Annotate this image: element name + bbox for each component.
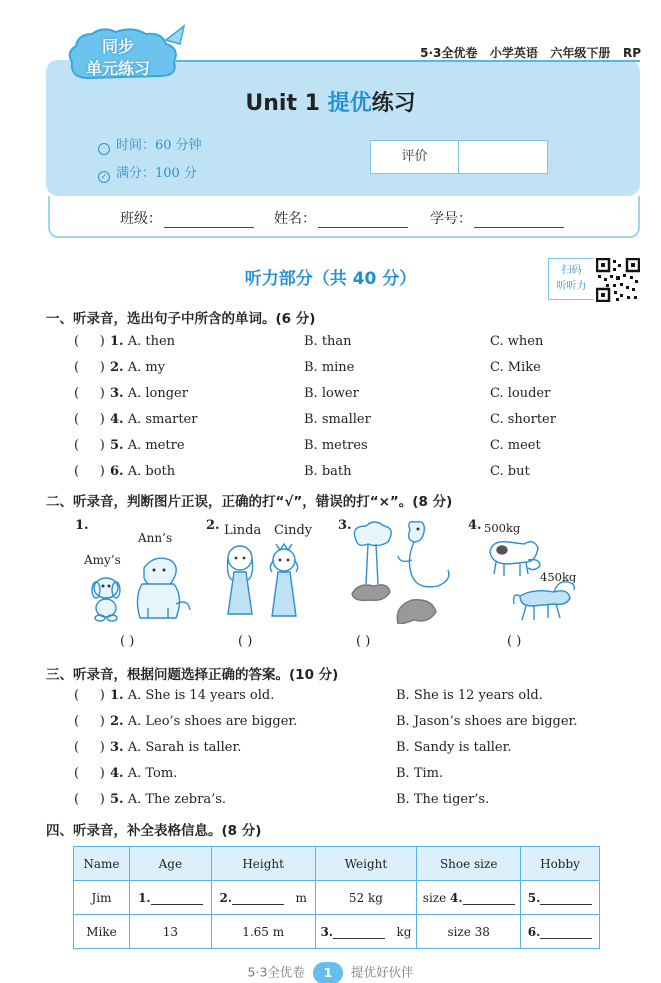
blank-number: 1.	[138, 890, 151, 905]
option-b-cell[interactable]	[396, 714, 577, 729]
title-prefix: Unit 1	[245, 91, 328, 116]
question-row-1	[110, 688, 274, 703]
question-row-5	[110, 792, 226, 807]
question-number: 1.	[110, 688, 124, 703]
option-a: A. my	[127, 360, 166, 375]
question-row-1	[110, 334, 175, 349]
option-b: B. than	[304, 334, 352, 349]
option-a: A. then	[127, 334, 176, 349]
cell-shoe: size 38	[417, 915, 521, 949]
question-number: 2.	[110, 360, 124, 375]
option-a: A. smarter	[127, 412, 198, 427]
question-number: 5.	[110, 438, 124, 453]
answer-paren[interactable]: ( )	[74, 360, 105, 375]
answer-paren[interactable]: ( )	[74, 792, 105, 807]
col-weight: Weight	[315, 847, 417, 881]
question-row-5	[110, 438, 185, 453]
col-name: Name	[74, 847, 130, 881]
answer-line[interactable]	[333, 927, 385, 939]
cell-height-blank[interactable]	[211, 881, 315, 915]
option-a: A. Sarah is taller.	[127, 740, 242, 755]
col-shoe-size: Shoe size	[417, 847, 521, 881]
option-b-cell[interactable]	[304, 412, 371, 427]
name-label: 姓名：	[274, 211, 316, 227]
qr-code-icon[interactable]	[596, 258, 640, 302]
question-row-4	[110, 412, 197, 427]
qr-caption-line-2: 听听力	[556, 281, 587, 292]
option-b-cell[interactable]	[396, 792, 489, 807]
cell-height: 1.65 m	[211, 915, 315, 949]
picture-2-label-cindy: Cindy	[274, 523, 313, 538]
option-b: B. Sandy is taller.	[396, 740, 512, 755]
option-a: A. metre	[127, 438, 185, 453]
option-c: C. but	[490, 464, 530, 479]
option-a: A. Tom.	[127, 766, 178, 781]
cell-shoe-blank[interactable]	[417, 881, 521, 915]
option-a: A. Leo’s shoes are bigger.	[127, 714, 298, 729]
option-b: B. She is 12 years old.	[396, 688, 543, 703]
table-row	[74, 881, 600, 915]
blank-number: 5.	[527, 890, 541, 905]
clock-icon: ·	[98, 143, 110, 155]
option-c: C. louder	[490, 386, 551, 401]
answer-paren[interactable]: ( )	[74, 334, 105, 349]
question-number: 2.	[110, 714, 124, 729]
class-field[interactable]	[120, 208, 254, 228]
badge-line-1: 同步	[102, 37, 135, 56]
picture-4-answer-paren[interactable]: ( )	[507, 634, 522, 649]
cell-hobby-blank[interactable]	[521, 915, 600, 949]
info-table	[73, 846, 600, 949]
picture-1-label-anns: Ann’s	[138, 531, 173, 545]
section-3-title: 三、听录音，根据问题选择正确的答案。(10 分)	[46, 667, 339, 683]
answer-line[interactable]	[151, 893, 203, 905]
blank-number: 4.	[450, 890, 463, 905]
option-b: B. The tiger’s.	[396, 792, 490, 807]
option-a: A. She is 14 years old.	[127, 688, 275, 703]
cell-name: Mike	[74, 915, 130, 949]
page-footer	[0, 962, 661, 983]
blank-number: 2.	[219, 890, 232, 905]
option-b: B. bath	[304, 464, 352, 479]
option-b: B. Jason’s shoes are bigger.	[396, 714, 578, 729]
picture-2-answer-paren[interactable]: ( )	[238, 634, 253, 649]
cell-weight: 52 kg	[315, 881, 417, 915]
picture-3-answer-paren[interactable]: ( )	[356, 634, 371, 649]
question-number: 3.	[110, 740, 124, 755]
girls-picture	[218, 540, 308, 622]
option-b: B. smaller	[304, 412, 371, 427]
question-row-2	[110, 360, 165, 375]
qr-caption-line-1: 扫码	[561, 265, 582, 276]
col-hobby: Hobby	[521, 847, 600, 881]
name-field[interactable]	[274, 208, 408, 228]
question-number: 5.	[110, 792, 124, 807]
question-number: 6.	[110, 464, 124, 479]
option-c: C. meet	[490, 438, 541, 453]
option-b: B. lower	[304, 386, 359, 401]
series-info: 5·3全优卷 小学英语 六年级下册 RP	[420, 46, 641, 60]
time-info	[98, 134, 202, 155]
option-c-cell[interactable]	[490, 438, 541, 453]
footer-series: 5·3全优卷	[247, 964, 305, 980]
option-a: A. The zebra’s.	[127, 792, 227, 807]
answer-paren[interactable]: ( )	[74, 438, 105, 453]
answer-paren[interactable]: ( )	[74, 464, 105, 479]
option-c-cell[interactable]	[490, 412, 556, 427]
unit-practice-badge	[62, 22, 192, 86]
option-b-cell[interactable]	[304, 360, 354, 375]
answer-paren[interactable]: ( )	[74, 412, 105, 427]
option-c-cell[interactable]	[490, 360, 541, 375]
time-label: 时间：60 分钟	[116, 138, 202, 153]
option-b-cell[interactable]	[304, 438, 368, 453]
score-info	[98, 162, 197, 183]
option-b: B. Tim.	[396, 766, 444, 781]
class-label: 班级：	[120, 211, 162, 227]
option-b-cell[interactable]	[304, 386, 359, 401]
answer-paren[interactable]: ( )	[74, 386, 105, 401]
answer-paren[interactable]: ( )	[74, 766, 105, 781]
student-no-blank[interactable]	[474, 214, 564, 228]
question-row-3	[110, 740, 241, 755]
class-blank[interactable]	[164, 214, 254, 228]
question-number: 1.	[110, 334, 124, 349]
title-suffix: 练习	[371, 91, 416, 116]
question-row-3	[110, 386, 188, 401]
answer-paren[interactable]: ( )	[74, 740, 105, 755]
blank-number: 3.	[320, 924, 333, 939]
student-no-label: 学号：	[430, 211, 472, 227]
option-b-cell[interactable]	[396, 688, 543, 703]
title-highlight: 提优	[327, 91, 372, 116]
answer-line[interactable]	[540, 893, 592, 905]
option-c-cell[interactable]	[490, 334, 543, 349]
answer-line[interactable]	[232, 893, 284, 905]
answer-line[interactable]	[540, 927, 592, 939]
unit-label: kg	[396, 924, 412, 939]
section-1-title: 一、听录音，选出句子中所含的单词。(6 分)	[46, 311, 316, 327]
picture-1-answer-paren[interactable]: ( )	[120, 634, 135, 649]
evaluation-label: 评价	[371, 141, 459, 173]
option-b-cell[interactable]	[304, 334, 352, 349]
option-c: C. shorter	[490, 412, 556, 427]
question-number: 4.	[110, 766, 124, 781]
qr-caption	[548, 258, 594, 300]
name-blank[interactable]	[318, 214, 408, 228]
page-number: 1	[313, 962, 343, 983]
picture-1-number: 1.	[75, 518, 89, 533]
check-icon: ✓	[98, 171, 110, 183]
question-row-4	[110, 766, 177, 781]
evaluation-box[interactable]	[370, 140, 548, 174]
option-c-cell[interactable]	[490, 464, 530, 479]
col-age: Age	[129, 847, 211, 881]
listening-part-title: 听力部分（共 40 分）	[244, 269, 417, 289]
dogs-picture	[84, 548, 194, 622]
question-row-2	[110, 714, 297, 729]
size-prefix: size	[422, 890, 447, 905]
answer-paren[interactable]: ( )	[74, 714, 105, 729]
table-row	[74, 915, 600, 949]
unit-label: m	[295, 890, 307, 905]
section-4-title: 四、听录音，补全表格信息。(8 分)	[46, 823, 262, 839]
section-2-title: 二、听录音，判断图片正误，正确的打“√”，错误的打“×”。(8 分)	[46, 494, 453, 510]
question-row-6	[110, 464, 175, 479]
question-number: 3.	[110, 386, 124, 401]
cell-age-blank[interactable]	[129, 881, 211, 915]
picture-1-label-amys: Amy’s	[84, 553, 121, 567]
tree-dinosaur-picture	[348, 520, 458, 624]
option-b: B. mine	[304, 360, 355, 375]
picture-2-number: 2.	[206, 518, 220, 533]
option-a: A. both	[127, 464, 176, 479]
option-c: C. Mike	[490, 360, 541, 375]
rocket-icon	[166, 26, 184, 44]
cell-age: 13	[129, 915, 211, 949]
page-title	[0, 86, 661, 117]
cell-hobby-blank[interactable]	[521, 881, 600, 915]
picture-4-number: 4.	[468, 518, 482, 533]
picture-3-number: 3.	[338, 518, 352, 533]
student-no-field[interactable]	[430, 208, 564, 228]
badge-line-2: 单元练习	[86, 59, 151, 78]
option-c: C. when	[490, 334, 544, 349]
answer-line[interactable]	[463, 893, 515, 905]
question-number: 4.	[110, 412, 124, 427]
option-b-cell[interactable]	[396, 740, 512, 755]
footer-slogan: 提优好伙伴	[350, 964, 414, 980]
option-c-cell[interactable]	[490, 386, 550, 401]
picture-4-label-500kg: 500kg	[484, 521, 521, 535]
cell-name: Jim	[74, 881, 130, 915]
table-header-row	[74, 847, 600, 881]
score-label: 满分：100 分	[116, 166, 197, 181]
picture-2-label-linda: Linda	[224, 523, 262, 538]
option-b-cell[interactable]	[396, 766, 443, 781]
option-a: A. longer	[127, 386, 188, 401]
cow-horse-picture	[484, 530, 584, 626]
answer-paren[interactable]: ( )	[74, 688, 105, 703]
col-height: Height	[211, 847, 315, 881]
blank-number: 6.	[527, 924, 541, 939]
cell-weight-blank[interactable]	[315, 915, 417, 949]
option-b: B. metres	[304, 438, 368, 453]
option-b-cell[interactable]	[304, 464, 352, 479]
picture-4-label-450kg: 450kg	[540, 570, 577, 584]
